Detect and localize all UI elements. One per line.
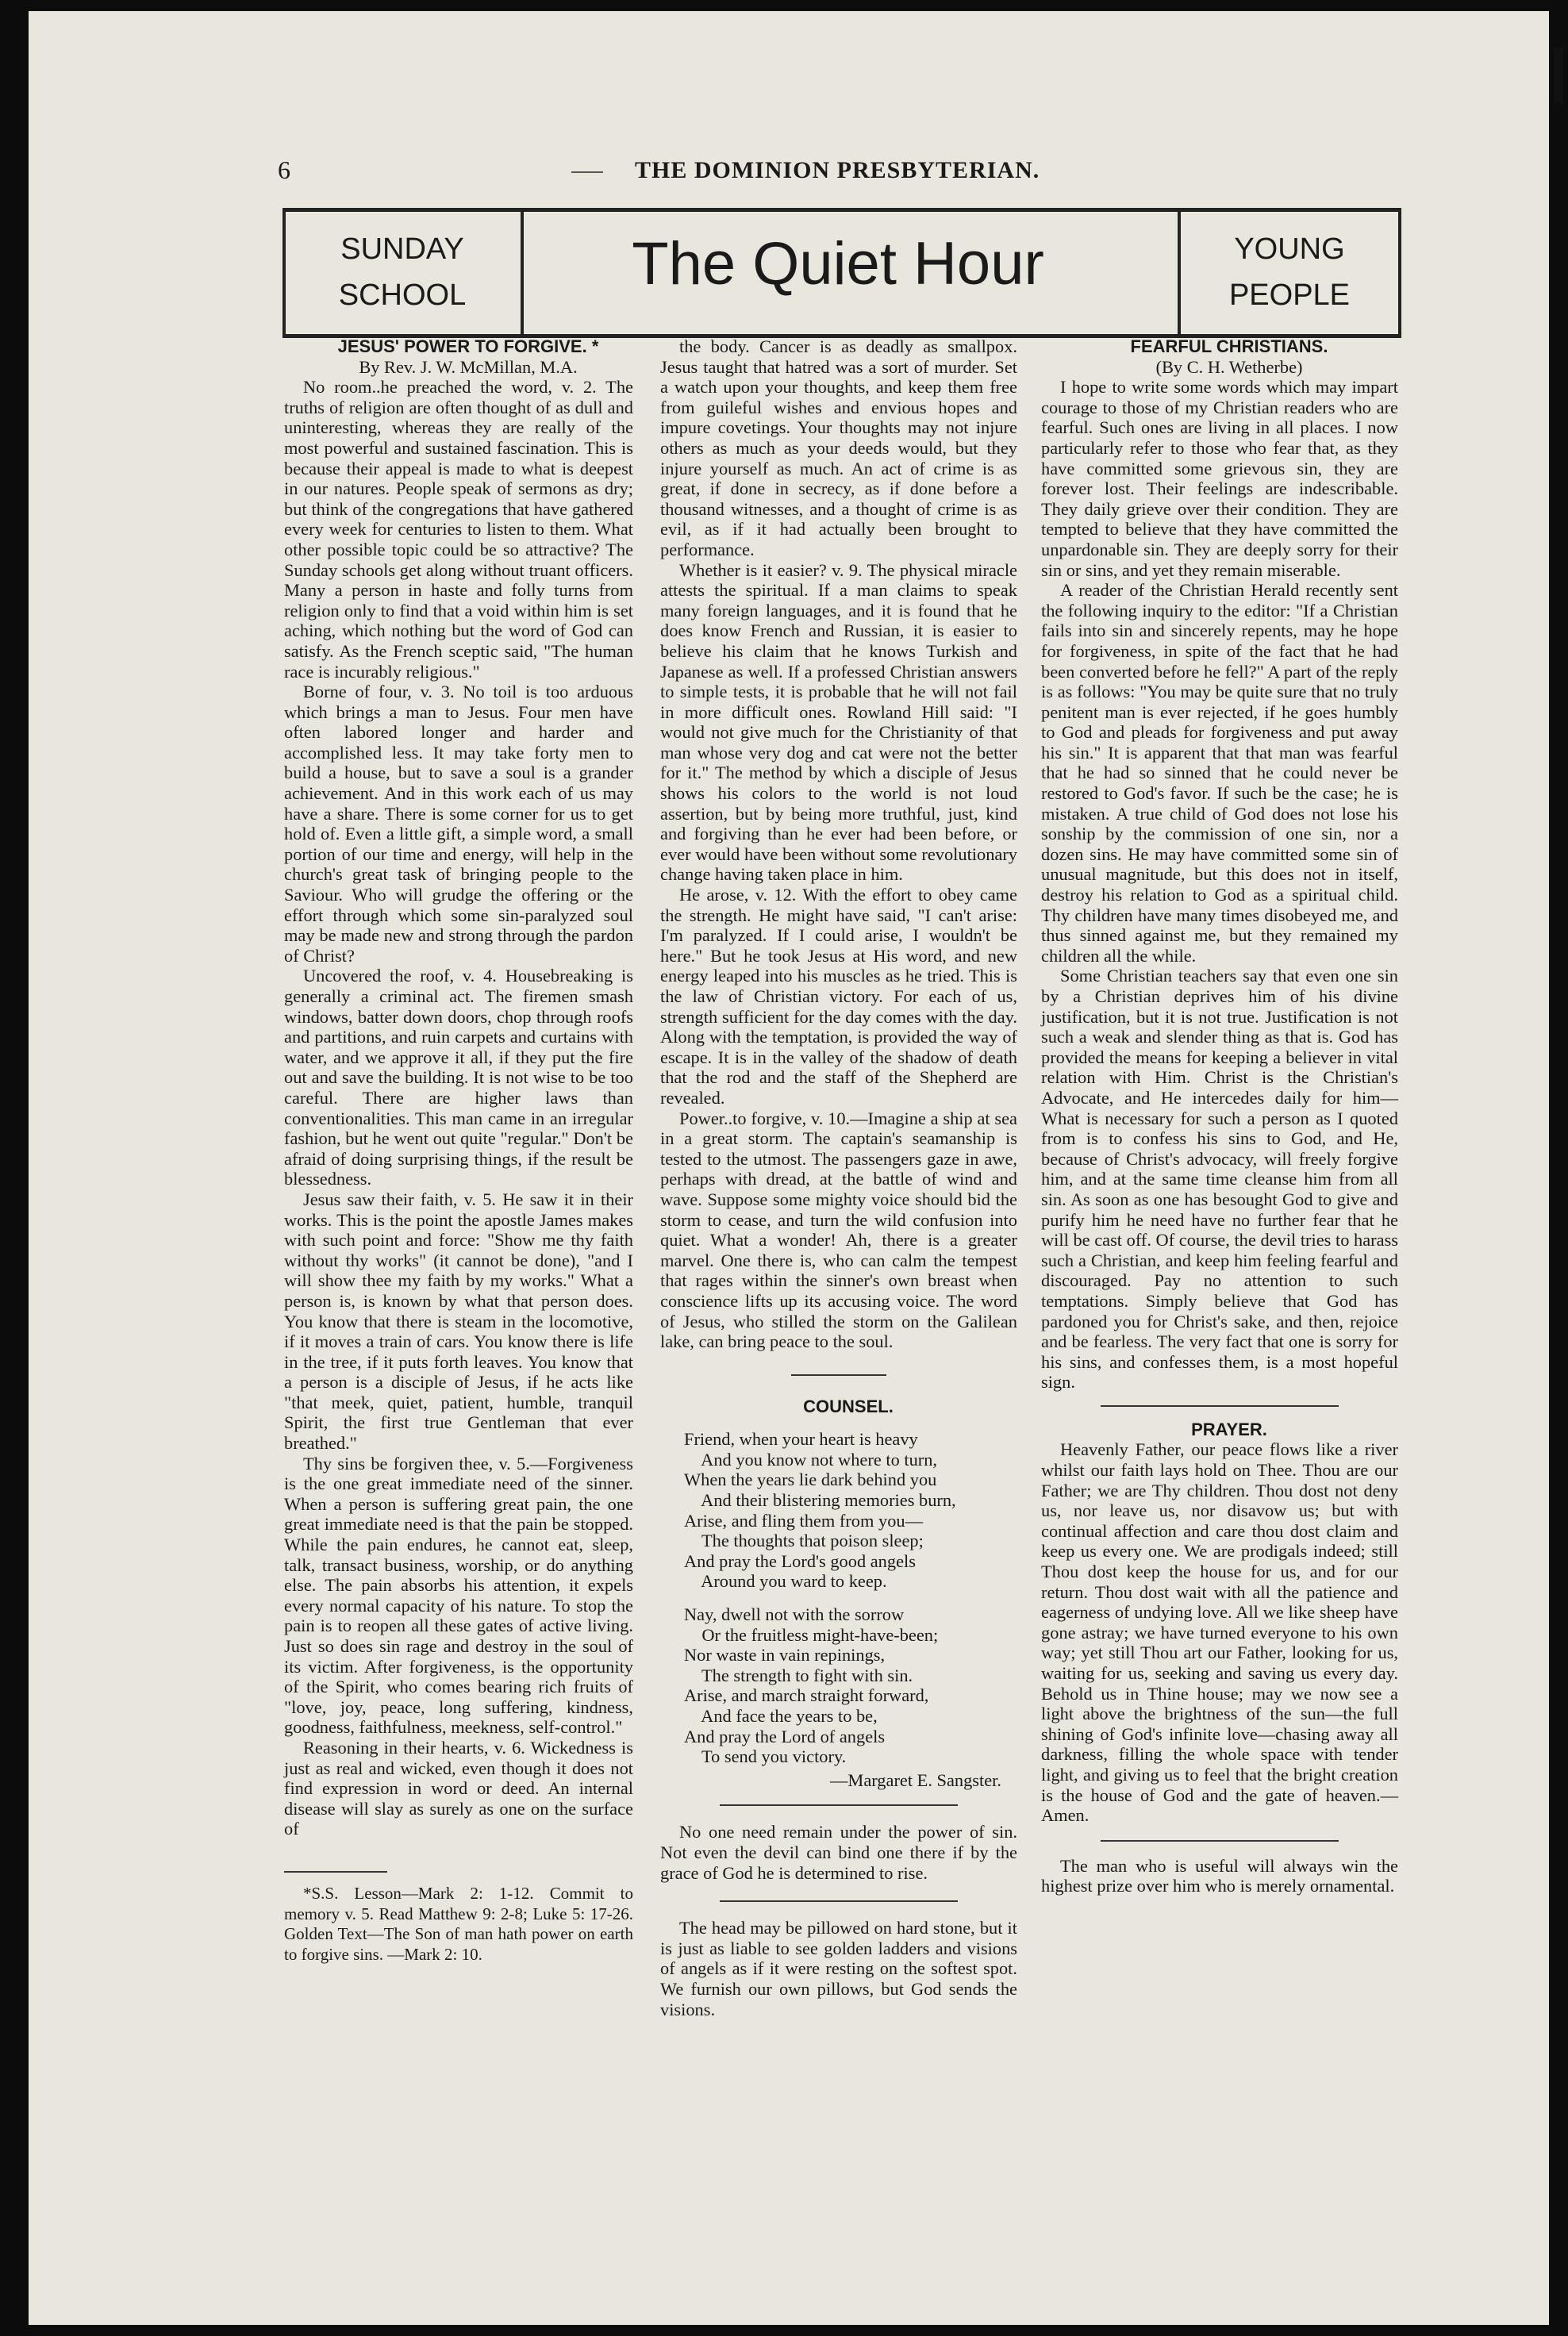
- article-paragraph: I hope to write some words which may impart courage to those of my Christian readers who are fearful. Such ones are living in all places. I now particularly refer to those who fear that, as they have committed some grievous sin, they are forever lost. Their feelings are indescribable. They daily grieve over their condition. They are tempted to believe that they have committed the unpardonable sin. They are deeply sorry for their sin or sins, and yet they remain miserable.: [1041, 377, 1398, 580]
- page-number: 6: [278, 156, 290, 184]
- poem-line: Nay, dwell not with the sorrow: [684, 1604, 905, 1625]
- section-rule: [1101, 1405, 1339, 1407]
- column-middle: [660, 336, 1017, 2019]
- poem-line: Arise, and fling them from you—: [684, 1510, 923, 1531]
- section-rule: [791, 1374, 886, 1376]
- banner-divider-right: [1178, 212, 1181, 334]
- poem: [684, 1429, 1017, 1790]
- article-byline: (By C. H. Wetherbe): [1155, 356, 1303, 377]
- banner-border-left: [282, 212, 286, 334]
- section-rule: [1101, 1840, 1339, 1842]
- quiet-hour-title: The Quiet Hour: [632, 230, 1044, 298]
- banner-right-line-1: YOUNG: [1234, 232, 1345, 266]
- header-dash-left: [571, 171, 603, 173]
- article-paragraph: Some Christian teachers say that even one sin by a Christian deprives him of his divine justification, but it is not true. Justification is not such a weak and slender thing as that is. God has provided the means for keeping a believer in vital relation with Him. Christ is the Christian's Advocate, and He intercedes daily for him—What is necessary for such a person as I quoted from is to confess his sins to God, and He, because of Christ's advocacy, will freely forgive him, and at the same time cleanse him from all sin. As soon as one has besought God to give and purify him he need have no further fear that he will be cast off. Of course, the devil tries to harass such a Christian, and keep him feeling fearful and discouraged. Pay no attention to such temptations. Simply believe that God has pardoned you for Christ's sake, and then, rejoice and be fearless. The very fact that one is sorry for his sins, and confesses them, is a most hopeful sign.: [1041, 966, 1398, 1393]
- poem-line: And face the years to be,: [684, 1706, 878, 1726]
- footnote-text: *S.S. Lesson—Mark 2: 1-12. Commit to memory v. 5. Read Matthew 9: 2-8; Luke 5: 17-26. Golden Text—The Son of man hath power on earth to forgive sins. —Mark 2: 10.: [284, 1883, 633, 1964]
- poem-line: And you know not where to turn,: [684, 1449, 938, 1470]
- footnote-rule: [284, 1871, 387, 1873]
- article-paragraph: Thy sins be forgiven thee, v. 5.—Forgiveness is the one great immediate need of the sinner. When a person is suffering great pain, the one great immediate need is that the pain be stopped. While the pain endures, he cannot eat, sleep, talk, transact business, worship, or do anything else. The pain absorbs his attention, it expels every normal capacity of his nature. To stop the pain is to reopen all these gates of active living. Just so does sin rage and destroy in the soul of its victim. After forgiveness, is the opportunity of the Spirit, who comes bearing rich fruits of "love, joy, peace, long suffering, kindness, goodness, faithfulness, meekness, self-control.": [284, 1453, 633, 1738]
- poem-line: When the years lie dark behind you: [684, 1470, 937, 1490]
- scan-edge-mark: [1554, 48, 1563, 103]
- poem-heading: COUNSEL.: [803, 1396, 894, 1416]
- note-paragraph: No one need remain under the power of sin. Not even the devil can bind one there if by the grace of God he is determined to rise.: [660, 1822, 1017, 1883]
- poem-line: To send you victory.: [684, 1746, 847, 1767]
- banner-left-line-2: SCHOOL: [338, 279, 467, 312]
- banner-border-right: [1398, 212, 1401, 334]
- young-people-label: [1184, 226, 1395, 318]
- banner-divider-left: [521, 212, 524, 334]
- section-rule: [720, 1900, 958, 1902]
- prayer-heading: PRAYER.: [1191, 1419, 1267, 1439]
- article-heading: FEARFUL CHRISTIANS.: [1130, 336, 1328, 356]
- article-paragraph: Power..to forgive, v. 10.—Imagine a ship at sea in a great storm. The captain's seamanship is tested to the utmost. The passengers gaze in awe, perhaps with dread, at the battle of wind and wave. Suppose some mighty voice should bid the storm to cease, and turn the wild confusion into quiet. What a wonder! Ah, there is a greater marvel. One there is, who can calm the tempest that rages within the sinner's own breast when conscience lifts up its accusing voice. The word of Jesus, who stilled the storm on the Galilean lake, can bring peace to the soul.: [660, 1108, 1017, 1352]
- closing-paragraph: The man who is useful will always win the highest prize over him who is merely ornamental.: [1041, 1855, 1398, 1896]
- article-paragraph: the body. Cancer is as deadly as smallpox. Jesus taught that hatred was a sort of murder. Set a watch upon your thoughts, and keep them free from guileful wishes and envious hopes and impure covetings. Your thoughts may not injure others as much as your deeds would, but they injure yourself as much. An act of crime is as great, if done in secrecy, as if done before a thousand witnesses, and a thought of crime is as evil, as if it had actually been brought to performance.: [660, 336, 1017, 559]
- article-paragraph: Whether is it easier? v. 9. The physical miracle attests the spiritual. If a man claims to speak many foreign languages, and it is found that he does know French and Russian, it is easier to believe his claim that he knows Turkish and Japanese as well. If a professed Christian answers to simple tests, it is probable that he will not fail in more difficult ones. Rowland Hill said: "I would not give much for the Christianity of that man whose very dog and cat were not the better for it." The method by which a disciple of Jesus shows his colors to the world is not loud assertion, but by being more truthful, just, kind and forgiving than he ever had been before, or ever would have been without some revolutionary change having taken place in him.: [660, 559, 1017, 885]
- article-paragraph: He arose, v. 12. With the effort to obey came the strength. He might have said, "I can't arise: I'm paralyzed. If I could arise, I wouldn't be here." But he took Jesus at His word, and new energy leaped into his muscles as he tried. This is the law of Christian victory. For each of us, strength sufficient for the day comes with the day. Along with the temptation, is provided the way of escape. It is in the valley of the shadow of death that the rod and the staff of the Shepherd are revealed.: [660, 885, 1017, 1108]
- poem-line: And pray the Lord of angels: [684, 1726, 886, 1746]
- poem-line: Or the fruitless might-have-been;: [684, 1624, 939, 1645]
- section-rule: [720, 1804, 958, 1806]
- column-young-people: [1041, 336, 1398, 1896]
- poem-line: Friend, when your heart is heavy: [684, 1429, 918, 1450]
- banner-right-line-2: PEOPLE: [1228, 279, 1351, 312]
- poem-line: Arise, and march straight forward,: [684, 1685, 929, 1706]
- article-paragraph: Borne of four, v. 3. No toil is too arduous which brings a man to Jesus. Four men have often labored longer and harder and accomplished less. It may take forty men to build a house, but to save a soul is a grander achievement. And in this work each of us may have a share. There is some corner for us to get hold of. Even a little gift, a simple word, a small portion of our time and energy, will help in the church's great task of bringing people to the Saviour. Who will grudge the offering or the effort through which some sin-paralyzed soul may be made new and strong through the pardon of Christ?: [284, 682, 633, 966]
- article-paragraph: A reader of the Christian Herald recently sent the following inquiry to the editor: "If a Christian fails into sin and sincerely repents, may he hope for forgiveness, in spite of the fact that he had been converted before he fell?" A part of the reply is as follows: "You may be quite sure that no truly penitent man is ever rejected, if he goes humbly to God and pleads for forgiveness and put away his sin." It is apparent that that man was fearful that he had so sinned that he could never be restored to God's favor. If such be the case; he is mistaken. A true child of God does not lose his sonship by the commission of one sin, nor a dozen sins. He may have committed some sin of unusual magnitude, but this does not in itself, destroy his relation to God as a spiritual child. Thy children have many times disobeyed me, and thus sinned against me, but they remained my children all the while.: [1041, 580, 1398, 966]
- poem-line: And their blistering memories burn,: [684, 1490, 956, 1511]
- poem-author: —Margaret E. Sangster.: [830, 1769, 1001, 1790]
- poem-line: The strength to fight with sin.: [684, 1665, 913, 1685]
- article-paragraph: Reasoning in their hearts, v. 6. Wickedness is just as real and wicked, even though it does not find expression in word or deed. An internal disease will slay as surely as one on the surface of: [284, 1737, 633, 1839]
- poem-line: Nor waste in vain repinings,: [684, 1645, 886, 1666]
- prayer-text: Heavenly Father, our peace flows like a river whilst our faith lays hold on Thee. Thou are our Father; we are Thy children. Thou dost not deny us, nor leave us, nor disavow us; but with continual affection and care thou dost claim and keep us every one. We are prodigals indeed; still Thou dost keep the house for us, and for our return. Thou dost wait with all the patience and eagerness of undying love. All we like sheep have gone astray; we have turned everyone to his own way; yet still Thou art our Father, looking for us, waiting for us, seeking and saving us every day. Behold us in Thine house; may we now see a light above the brightness of the sun—the full shining of God's infinite love—chasing away all darkness, filling the whole space with tender light, and giving us to feel that the bright creation is the house of God and the gate of heaven.—Amen.: [1041, 1439, 1398, 1826]
- article-byline: By Rev. J. W. McMillan, M.A.: [359, 356, 578, 377]
- column-sunday-school: [284, 336, 633, 1965]
- banner-left-line-1: SUNDAY: [340, 232, 464, 266]
- section-banner: [282, 208, 1401, 338]
- article-paragraph: No room..he preached the word, v. 2. The truths of religion are often thought of as dull and uninteresting, whereas they are really of the most powerful and sustained fascination. This is because their appeal is made to what is deepest in our natures. People speak of sermons as dry; but think of the congregations that have gathered every week for centuries to listen to them. What other possible topic could be so attractive? The Sunday schools get along without truant officers. Many a person in haste and folly turns from religion only to find that a void within him is set aching, which nothing but the word of God can satisfy. As the French sceptic said, "The human race is incurably religious.": [284, 377, 633, 682]
- publication-title: THE DOMINION PRESBYTERIAN.: [635, 157, 1040, 183]
- stanza-break: [684, 1592, 1017, 1604]
- poem-line: Around you ward to keep.: [684, 1571, 887, 1592]
- poem-line: And pray the Lord's good angels: [684, 1550, 916, 1571]
- sunday-school-label: [287, 226, 517, 318]
- poem-line: The thoughts that poison sleep;: [684, 1531, 924, 1551]
- note-paragraph: The head may be pillowed on hard stone, but it is just as liable to see golden ladders and visions of angels as if it were resting on the softest spot. We furnish our own pillows, but God sends the visions.: [660, 1918, 1017, 2019]
- footnote: [284, 1884, 633, 1965]
- article-paragraph: Jesus saw their faith, v. 5. He saw it in their works. This is the point the apostle James makes with such point and force: "Show me thy faith without thy works" (it cannot be done), "and I will show thee my faith by my works." What a person is, is known by what that person does. You know that there is steam in the locomotive, if it moves a train of cars. You know there is life in the tree, if it puts forth leaves. You know that a person is a disciple of Jesus, if he acts like "that meek, quiet, patient, humble, tranquil Spirit, the first true Gentleman that ever breathed.": [284, 1189, 633, 1454]
- article-paragraph: Uncovered the roof, v. 4. Housebreaking is generally a criminal act. The firemen smash windows, batter down doors, chop through roofs and partitions, and ruin carpets and curtains with water, and we approve it all, if they put the fire out and save the building. It is not wise to be too careful. There are higher laws than conventionalities. This man came in an irregular fashion, but he went out quite "regular." Don't be afraid of doing surprising things, if the result be blessedness.: [284, 966, 633, 1189]
- article-heading: JESUS' POWER TO FORGIVE. *: [337, 336, 599, 356]
